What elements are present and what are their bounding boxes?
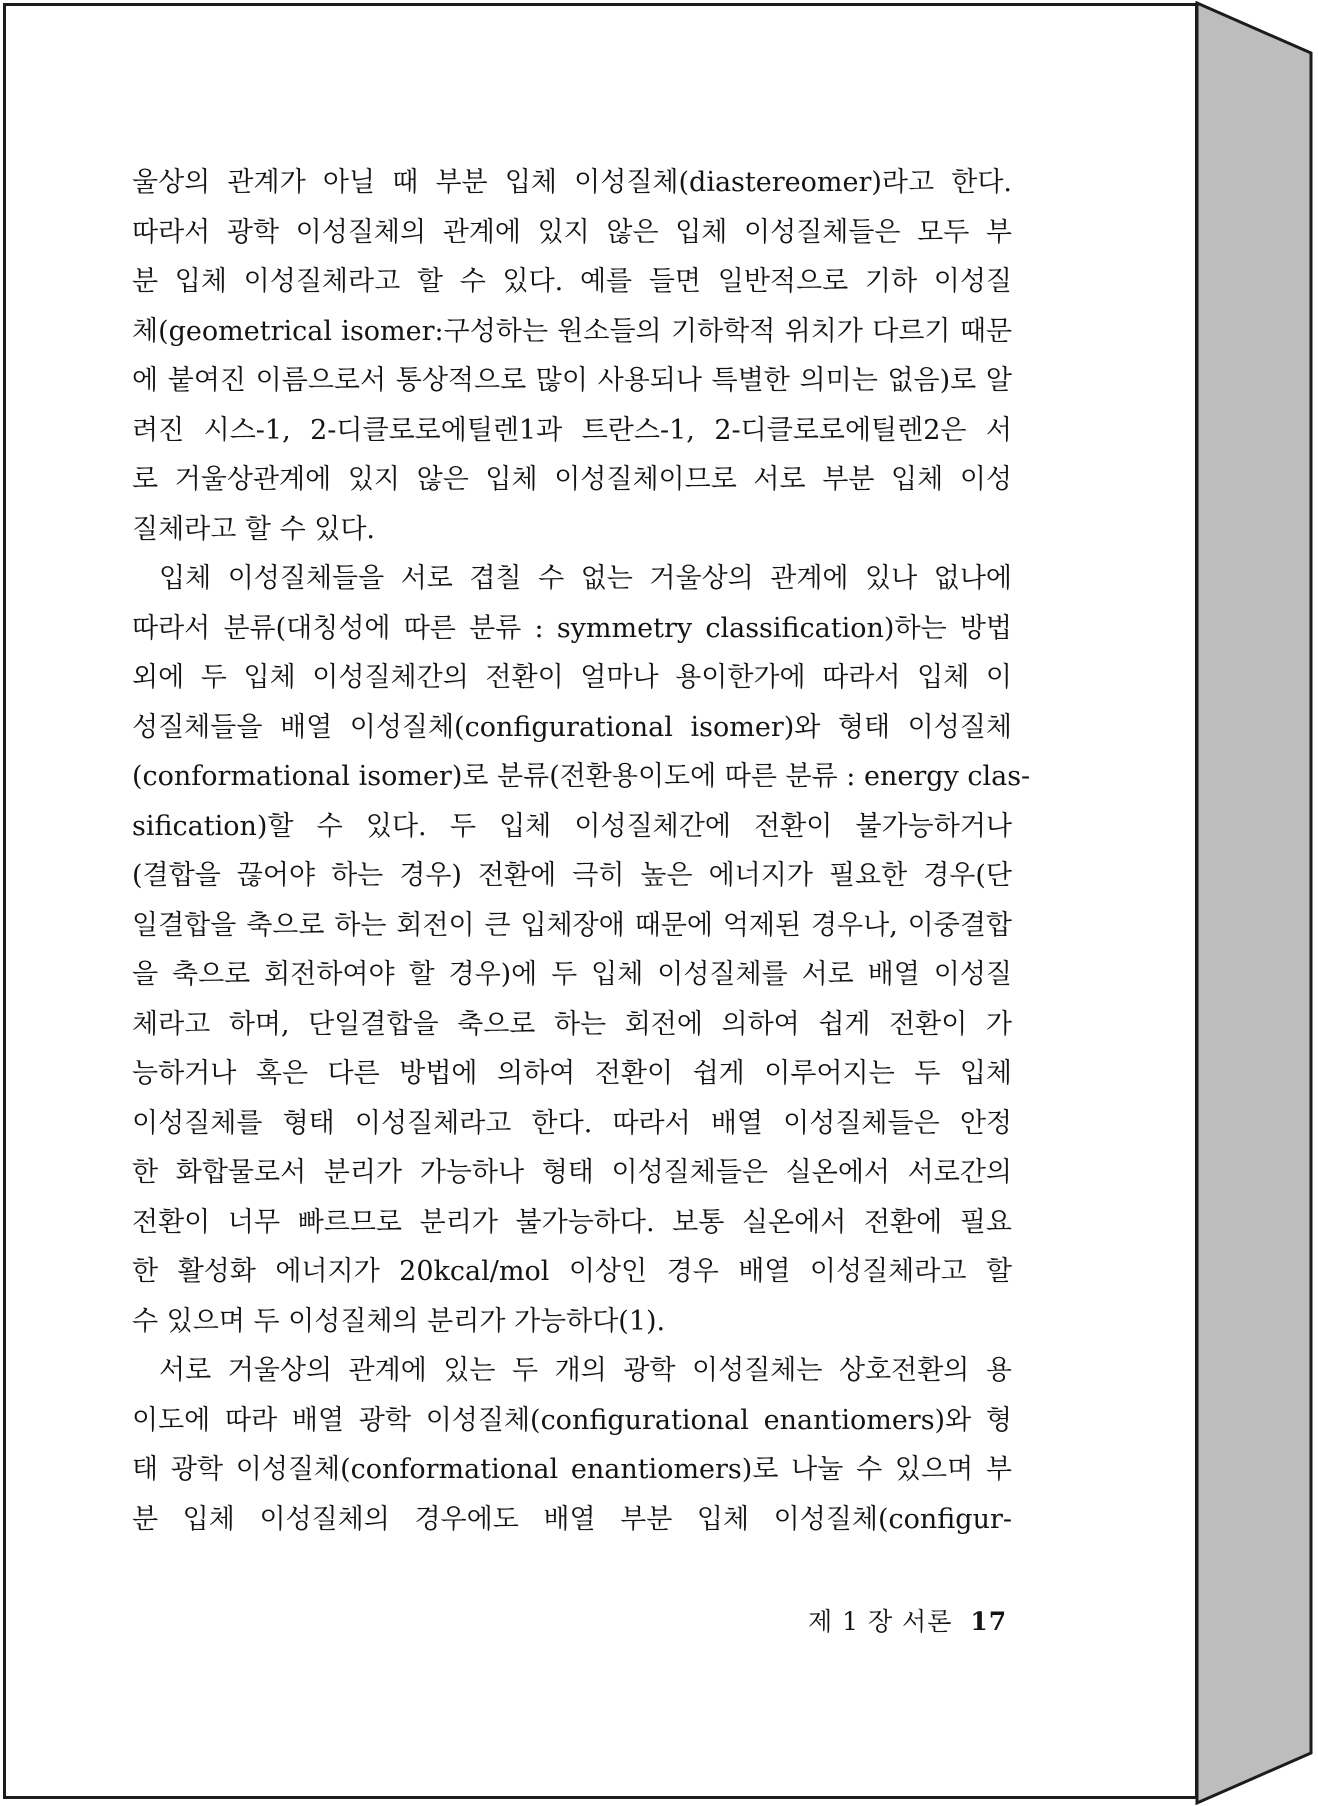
text-line: 에 붙여진 이름으로서 통상적으로 많이 사용되나 특별한 의미는 없음)로 알 (132, 365, 1012, 396)
text-line: 로 거울상관계에 있지 않은 입체 이성질체이므로 서로 부분 입체 이성 (132, 464, 1012, 495)
page-number: 17 (970, 1607, 1008, 1636)
text-line: 한 화합물로서 분리가 가능하나 형태 이성질체들은 실온에서 서로간의 (132, 1157, 1012, 1188)
text-line: 한 활성화 에너지가 20kcal/mol 이상인 경우 배열 이성질체라고 할 (132, 1256, 1012, 1287)
page-folio (808, 1602, 1007, 1638)
text-line: 전환이 너무 빠르므로 분리가 불가능하다. 보통 실온에서 전환에 필요 (132, 1206, 1012, 1238)
text-line: 서로 거울상의 관계에 있는 두 개의 광학 이성질체는 상호전환의 용 (159, 1355, 1012, 1386)
text-line: 이성질체를 형태 이성질체라고 한다. 따라서 배열 이성질체들은 안정 (132, 1107, 1012, 1139)
text-line: 을 축으로 회전하여야 할 경우)에 두 입체 이성질체를 서로 배열 이성질 (132, 959, 1012, 990)
text-line: 수 있으며 두 이성질체의 분리가 가능하다(1). (132, 1305, 666, 1337)
running-chapter-title: 제 1 장 서론 (808, 1607, 953, 1636)
text-line: 일결합을 축으로 하는 회전이 큰 입체장애 때문에 억제된 경우나, 이중결합 (132, 909, 1012, 941)
text-line: 질체라고 할 수 있다. (132, 513, 375, 545)
paragraph (132, 554, 1031, 1346)
paragraph (132, 158, 1012, 554)
text-line: 체라고 하며, 단일결합을 축으로 하는 회전에 의하여 쉽게 전환이 가 (132, 1008, 1012, 1040)
paragraph (132, 1346, 1012, 1544)
text-line: 따라서 광학 이성질체의 관계에 있지 않은 입체 이성질체들은 모두 부 (132, 216, 1012, 248)
text-line: 울상의 관계가 아닐 때 부분 입체 이성질체(diastereomer)라고 한다. (132, 167, 1012, 198)
text-line: 분 입체 이성질체의 경우에도 배열 부분 입체 이성질체(configur- (132, 1503, 1012, 1535)
text-line: 려진 시스-1, 2-디클로로에틸렌1과 트란스-1, 2-디클로로에틸렌2은 서 (132, 414, 1012, 446)
text-line: (conformational isomer)로 분류(전환용이도에 따른 분류 : energy clas- (132, 761, 1031, 792)
text-line: 능하거나 혹은 다른 방법에 의하여 전환이 쉽게 이루어지는 두 입체 (132, 1058, 1012, 1089)
text-line: sification)할 수 있다. 두 입체 이성질체간에 전환이 불가능하거나 (132, 810, 1012, 842)
text-line: 분 입체 이성질체라고 할 수 있다. 예를 들면 일반적으로 기하 이성질 (132, 266, 1012, 297)
text-line: 따라서 분류(대칭성에 따른 분류 : symmetry classification)하는 방법 (132, 612, 1012, 644)
text-line: 입체 이성질체들을 서로 겹칠 수 없는 거울상의 관계에 있나 없나에 (159, 563, 1012, 594)
page-thickness-shadow (1197, 3, 1311, 1803)
text-line: 체(geometrical isomer:구성하는 원소들의 기하학적 위치가 다르기 때문 (132, 315, 1012, 347)
text-line: 외에 두 입체 이성질체간의 전환이 얼마나 용이한가에 따라서 입체 이 (132, 662, 1012, 693)
text-line: 이도에 따라 배열 광학 이성질체(configurational enantiomers)와 형 (132, 1404, 1012, 1436)
text-line: 성질체들을 배열 이성질체(configurational isomer)와 형태 이성질체 (132, 711, 1012, 743)
text-line: 태 광학 이성질체(conformational enantiomers)로 나눌 수 있으며 부 (132, 1454, 1012, 1485)
body-text (132, 158, 1031, 1544)
text-line: (결합을 끊어야 하는 경우) 전환에 극히 높은 에너지가 필요한 경우(단 (132, 860, 1012, 891)
